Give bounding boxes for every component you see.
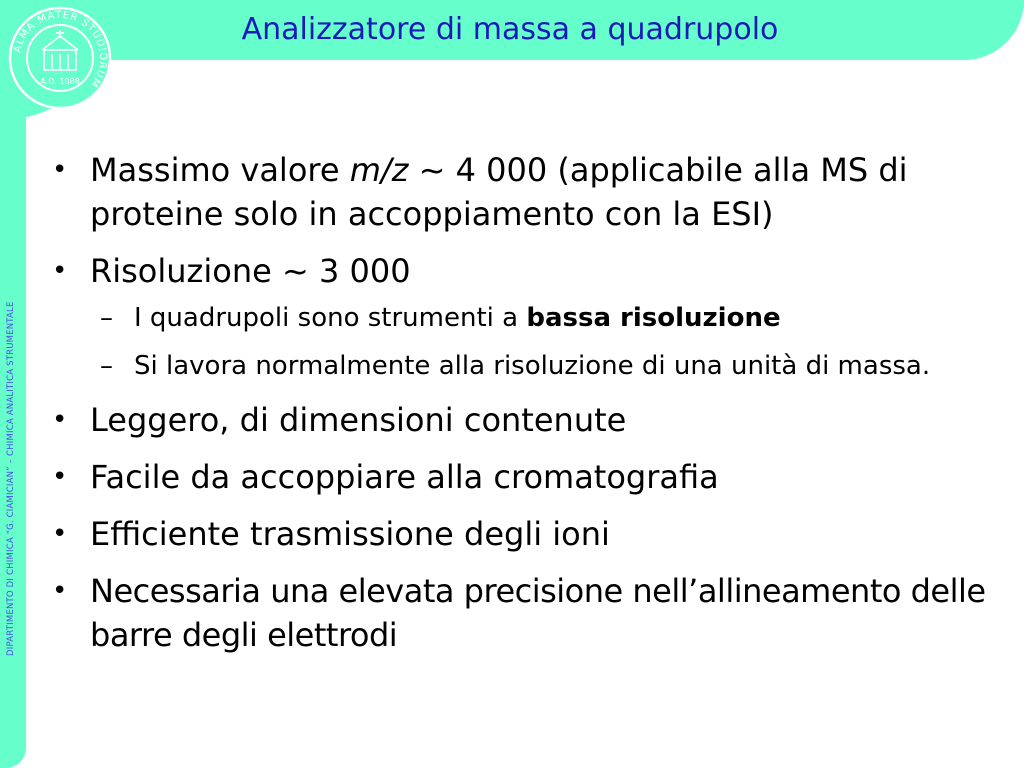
bullet-dot-icon: • [52, 576, 68, 606]
department-caption: DIPARTIMENTO DI CHIMICA “G. CIAMICIAN” – CHIMICA ANALITICA STRUMENTALE [6, 301, 16, 656]
svg-text:A.D. 1088: A.D. 1088 [40, 77, 80, 86]
sub-bullet-item: – Si lavora normalmente alla risoluzione di una unità di massa. [90, 347, 1000, 385]
bullet-dot-icon: • [52, 155, 68, 185]
dash-icon: – [100, 351, 113, 381]
bullet-item: • Efficiente trasmissione degli ioni [50, 512, 1000, 556]
bullet-item: • Facile da accoppiare alla cromatografia [50, 455, 1000, 499]
sub-bullet-item: – I quadrupoli sono strumenti a bassa risoluzione [90, 299, 1000, 337]
dash-icon: – [100, 303, 113, 333]
bullet-item: • Necessaria una elevata precisione nell’allineamento delle barre degli elettrodi [50, 569, 1000, 657]
sub-bullet-list [90, 299, 1000, 385]
slide-title: Analizzatore di massa a quadrupolo [241, 12, 779, 47]
bullet-item: • Massimo valore m/z ~ 4 000 (applicabile alla MS di proteine solo in accoppiamento con la ESI) [50, 148, 1000, 236]
slide-content [50, 148, 1000, 670]
bullet-dot-icon: • [52, 519, 68, 549]
bullet-dot-icon: • [52, 405, 68, 435]
university-seal-logo [6, 4, 114, 112]
bullet-item: • Risoluzione ~ 3 000 – I quadrupoli sono strumenti a bassa risoluzione – Si lavora normalmente alla risoluzione di una unità di massa. [50, 249, 1000, 385]
bullet-dot-icon: • [52, 256, 68, 286]
bullet-dot-icon: • [52, 462, 68, 492]
bullet-item: • Leggero, di dimensioni contenute [50, 398, 1000, 442]
bullet-list [50, 148, 1000, 657]
svg-text:ALMA MATER STUDIORUM: ALMA MATER STUDIORUM [12, 9, 109, 90]
